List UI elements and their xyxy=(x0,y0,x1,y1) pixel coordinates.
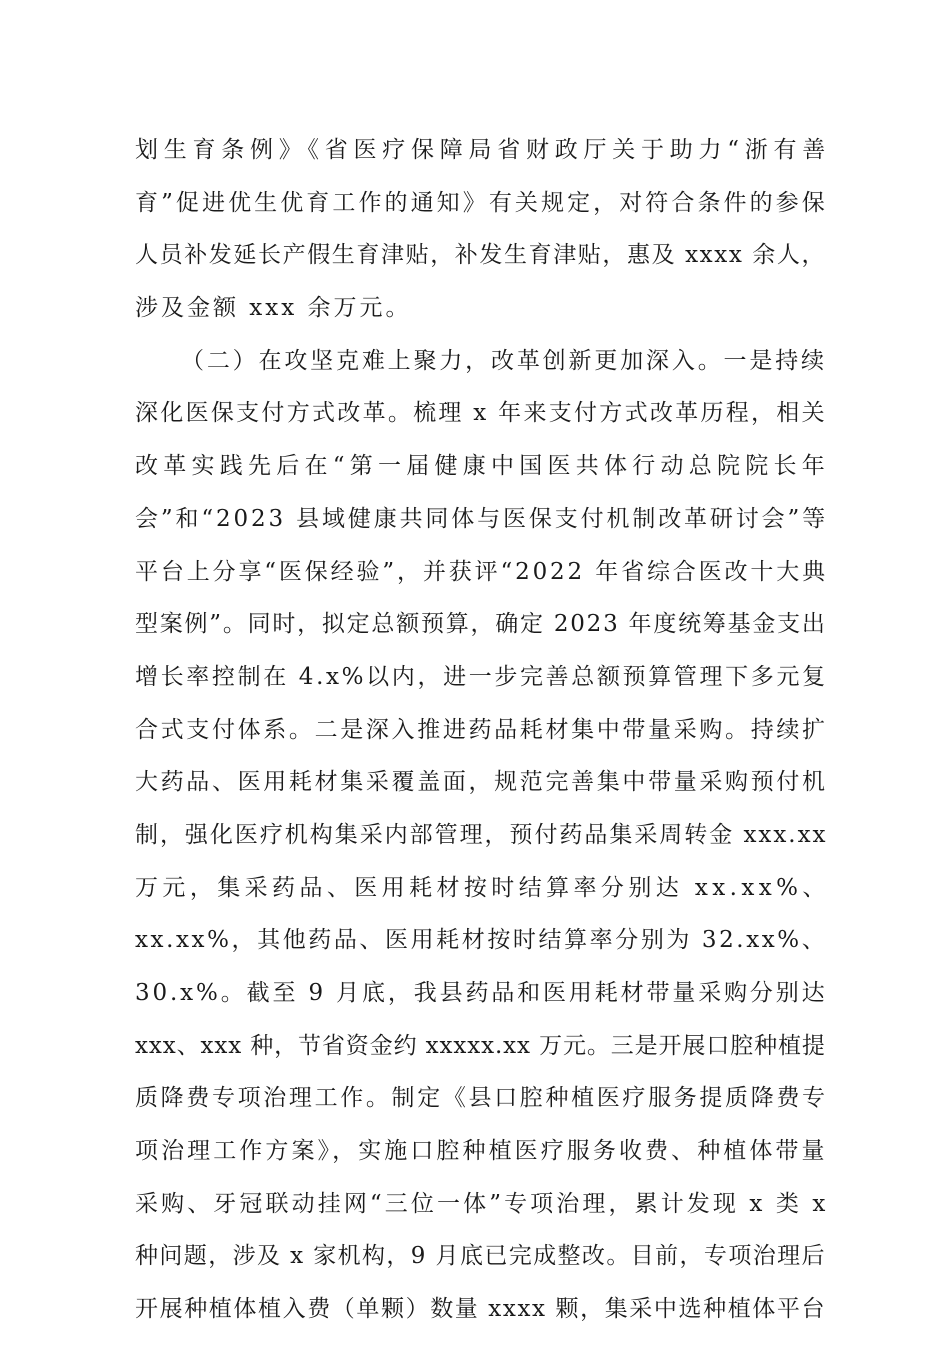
text-line: 型案例”。同时，拟定总额预算，确定 2023 年度统筹基金支出 xyxy=(135,611,827,638)
text-line: 人员补发延长产假生育津贴，补发生育津贴，惠及 xxxx 余人， xyxy=(135,242,827,269)
text-line: 采购、牙冠联动挂网“三位一体”专项治理，累计发现 x 类 x xyxy=(135,1190,829,1217)
text-line: xxx、xxx 种，节省资金约 xxxxx.xx 万元。三是开展口腔种植提 xyxy=(135,1032,826,1059)
text-line: 开展种植体植入费（单颗）数量 xxxx 颗，集采中选种植体平台 xyxy=(135,1296,827,1323)
text-line: 制，强化医疗机构集采内部管理，预付药品集采周转金 xxx.xx xyxy=(135,821,828,848)
text-line: 项治理工作方案》，实施口腔种植医疗服务收费、种植体带量 xyxy=(135,1138,828,1165)
text-line: 划生育条例》《省医疗保障局省财政厅关于助力“浙有善 xyxy=(135,137,832,163)
text-line: xx.xx%，其他药品、医用耗材按时结算率分别为 32.xx%、 xyxy=(135,927,828,954)
text-line: 30.x%。截至 9 月底，我县药品和医用耗材带量采购分别达 xyxy=(135,980,828,1006)
text-line: 深化医保支付方式改革。梳理 x 年来支付方式改革历程，相关 xyxy=(135,400,827,427)
text-line: 改革实践先后在“第一届健康中国医共体行动总院院长年 xyxy=(135,453,831,480)
body-text xyxy=(135,135,832,1347)
text-line: 万元，集采药品、医用耗材按时结算率分别达 xx.xx%、 xyxy=(135,874,830,901)
text-line: （二）在攻坚克难上聚力，改革创新更加深入。一是持续 xyxy=(181,347,825,374)
text-line: 大药品、医用耗材集采覆盖面，规范完善集中带量采购预付机 xyxy=(135,769,828,796)
text-line: 合式支付体系。二是深入推进药品耗材集中带量采购。持续扩 xyxy=(135,716,828,743)
text-line: 平台上分享“医保经验”，并获评“2022 年省综合医改十大典 xyxy=(135,558,828,585)
text-line: 会”和“2023 县域健康共同体与医保支付机制改革研讨会”等 xyxy=(135,505,828,532)
text-line: 增长率控制在 4.x%以内，进一步完善总额预算管理下多元复 xyxy=(135,663,828,690)
text-line: 种问题，涉及 x 家机构，9 月底已完成整改。目前，专项治理后 xyxy=(135,1243,826,1270)
text-line: 质降费专项治理工作。制定《县口腔种植医疗服务提质降费专 xyxy=(135,1085,828,1112)
text-line: 涉及金额 xxx 余万元。 xyxy=(135,295,412,322)
text-line: 育”促进优生优育工作的通知》有关规定，对符合条件的参保 xyxy=(135,189,828,216)
